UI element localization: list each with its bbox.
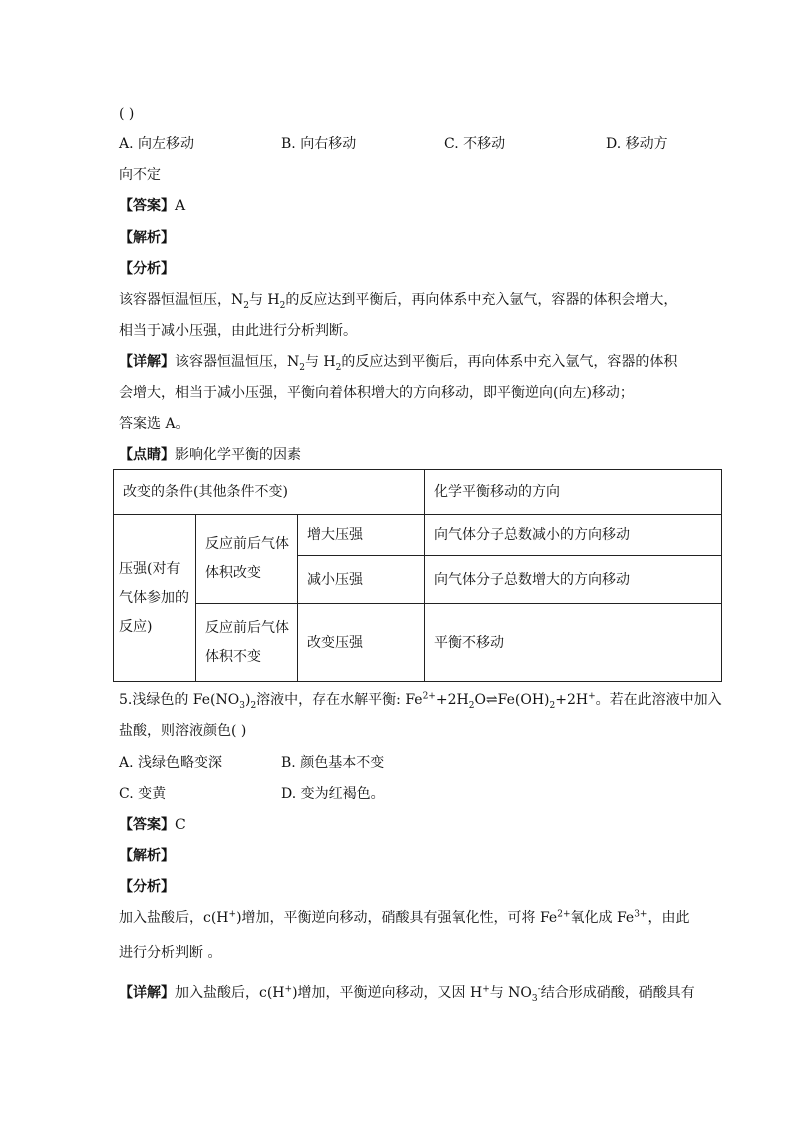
table-cell-c3: 改变压强 bbox=[298, 604, 425, 682]
q4-analysis-line2: 相当于减小压强，由此进行分析判断。 bbox=[119, 323, 357, 339]
q4-detail-line2: 会增大，相当于减小压强，平衡向着体积增大的方向移动，即平衡逆向(向左)移动； bbox=[119, 385, 634, 401]
text-run: 的反应达到平衡后，再向体系中充入氩气，容器的体积会增大， bbox=[285, 292, 678, 308]
superscript: - bbox=[537, 984, 541, 995]
dianjing-text: 影响化学平衡的因素 bbox=[175, 447, 301, 463]
text-run: 与 H bbox=[248, 292, 280, 308]
table-row bbox=[114, 604, 722, 682]
text-run: 加入盐酸后，c(H bbox=[119, 910, 229, 926]
text-run: O⇌Fe(OH) bbox=[474, 692, 550, 708]
table-cell-r1: 向气体分子总数减小的方向移动 bbox=[425, 515, 722, 556]
q5-option-a: A. 浅绿色略变深 bbox=[119, 755, 223, 771]
q4-paren: ( ) bbox=[119, 106, 135, 122]
dianjing-tag: 【点睛】 bbox=[119, 447, 175, 463]
q5-option-b: B. 颜色基本不变 bbox=[281, 755, 385, 771]
q5-stem-line1 bbox=[119, 690, 722, 710]
text-run: 5.浅绿色的 Fe(NO bbox=[119, 692, 240, 708]
superscript: + bbox=[228, 909, 237, 920]
q4-option-b: B. 向右移动 bbox=[281, 136, 357, 152]
text-run: ，由此 bbox=[647, 910, 690, 926]
table-head-right: 化学平衡移动的方向 bbox=[425, 470, 722, 515]
table-group-2: 反应前后气体体积不变 bbox=[196, 604, 298, 682]
q5-stem-line2: 盐酸，则溶液颜色( ) bbox=[119, 723, 247, 739]
table-cell-r3: 平衡不移动 bbox=[425, 604, 722, 682]
table-cell-r2: 向气体分子总数增大的方向移动 bbox=[425, 556, 722, 604]
answer-value: C bbox=[175, 817, 186, 833]
text-run: )增加，平衡逆向移动，硝酸具有强氧化性，可将 Fe bbox=[236, 910, 558, 926]
text-run: +2H bbox=[555, 692, 589, 708]
text-run: 的反应达到平衡后，再向体系中充入氩气，容器的体积 bbox=[341, 354, 678, 370]
subscript: 3 bbox=[239, 700, 245, 711]
subscript: 2 bbox=[279, 300, 286, 311]
q5-jiexi: 【解析】 bbox=[119, 848, 175, 864]
detail-tag: 【详解】 bbox=[119, 985, 175, 1001]
subscript: 2 bbox=[335, 362, 342, 373]
text-run: )增加，平衡逆向移动，又因 H bbox=[292, 985, 483, 1001]
superscript: 3+ bbox=[634, 909, 648, 920]
q4-dianjing bbox=[119, 445, 301, 465]
text-run: 与 H bbox=[304, 354, 336, 370]
table-group-1: 反应前后气体体积改变 bbox=[196, 515, 298, 604]
q4-answer bbox=[119, 196, 185, 216]
subscript: 2 bbox=[299, 362, 305, 373]
subscript: 2 bbox=[549, 700, 556, 711]
table-row-label: 压强(对有气体参加的反应) bbox=[114, 515, 196, 682]
superscript: + bbox=[588, 691, 596, 702]
equilibrium-factor-table bbox=[113, 469, 722, 682]
q4-option-c: C. 不移动 bbox=[444, 136, 506, 152]
q5-option-d: D. 变为红褐色。 bbox=[281, 786, 385, 802]
q5-answer bbox=[119, 815, 186, 835]
q5-fenxi: 【分析】 bbox=[119, 879, 175, 895]
subscript: 2 bbox=[243, 300, 249, 311]
text-run: 氧化成 Fe bbox=[570, 910, 635, 926]
table-header-row bbox=[114, 470, 722, 515]
subscript: 2 bbox=[250, 700, 257, 711]
text-run: +2H bbox=[435, 692, 469, 708]
table-head-left: 改变的条件(其他条件不变) bbox=[114, 470, 425, 515]
q4-option-a: A. 向左移动 bbox=[119, 136, 195, 152]
superscript: + bbox=[482, 984, 490, 995]
q4-detail-line3: 答案选 A。 bbox=[119, 416, 190, 432]
table-row bbox=[114, 515, 722, 556]
q5-option-c: C. 变黄 bbox=[119, 786, 167, 802]
table-cell-c2: 减小压强 bbox=[298, 556, 425, 604]
q4-option-d-cont: 向不定 bbox=[119, 167, 161, 183]
q4-jiexi: 【解析】 bbox=[119, 230, 175, 246]
text-run: 与 NO bbox=[489, 985, 532, 1001]
q4-option-d: D. 移动方 bbox=[606, 136, 668, 152]
text-run: 该容器恒温恒压，N bbox=[119, 292, 244, 308]
q5-analysis-line1 bbox=[119, 908, 689, 928]
subscript: 2 bbox=[468, 700, 475, 711]
q5-detail-line1 bbox=[119, 983, 695, 1003]
answer-tag: 【答案】 bbox=[119, 817, 175, 833]
superscript: 2+ bbox=[422, 691, 436, 702]
answer-tag: 【答案】 bbox=[119, 198, 175, 214]
text-run: 溶液中，存在水解平衡: Fe bbox=[256, 692, 423, 708]
q4-analysis-line1 bbox=[119, 290, 677, 310]
table-cell-c1: 增大压强 bbox=[298, 515, 425, 556]
answer-value: A bbox=[175, 198, 186, 214]
superscript: 2+ bbox=[557, 909, 571, 920]
text-run: ) bbox=[244, 692, 251, 708]
text-run: 加入盐酸后，c(H bbox=[175, 985, 285, 1001]
text-run: 结合形成硝酸，硝酸具有 bbox=[540, 985, 695, 1001]
q4-detail-line1 bbox=[119, 352, 677, 372]
q5-analysis-line2: 进行分析判断 。 bbox=[119, 945, 222, 961]
detail-tag: 【详解】 bbox=[119, 354, 175, 370]
text-run: 。若在此溶液中加入 bbox=[595, 692, 722, 708]
text-run: 该容器恒温恒压，N bbox=[175, 354, 300, 370]
superscript: + bbox=[284, 984, 293, 995]
subscript: 3 bbox=[531, 993, 538, 1004]
q4-fenxi: 【分析】 bbox=[119, 261, 175, 277]
